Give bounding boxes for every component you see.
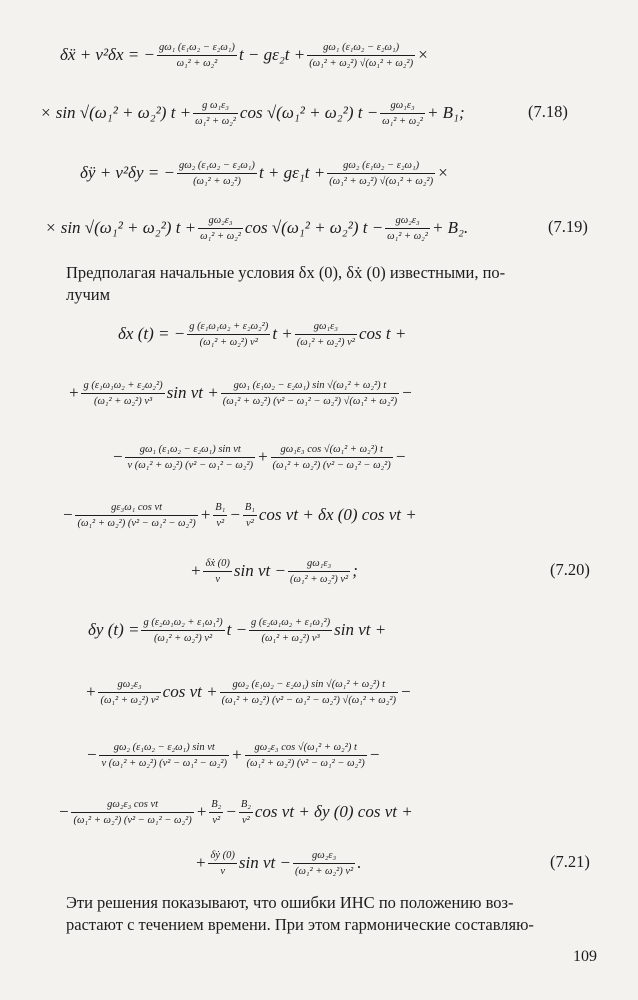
fraction-numerator: gω₂ (ε₁ω₂ − ε₂ω₁) [178, 159, 255, 171]
equation-term: ; [352, 561, 358, 580]
fraction-numerator: gω₁ (ε₁ω₂ − ε₂ω₁) sin √(ω₁² + ω₂²) t [233, 379, 387, 391]
paragraph-line: растают с течением времени. При этом гармонические составляю- [66, 915, 534, 934]
equation-term: t − [226, 620, 248, 639]
equation-7-20-line-2 [68, 373, 413, 413]
fraction-denominator: (ω₁² + ω₂²) (ν² − ω₁² − ω₂²) [73, 814, 192, 826]
equation-term: t + [272, 324, 293, 343]
equation-7-21-line-1 [88, 610, 386, 650]
equation-term: + [195, 802, 208, 821]
fraction [295, 320, 357, 349]
equation-term: + [85, 682, 97, 701]
fraction-numerator: g (ε₁ω₁ω₂ + ε₂ω₂²) [189, 320, 269, 332]
fraction-numerator: gω₁ε₃ [390, 99, 415, 111]
fraction-denominator: (ω₁² + ω₂²) √(ω₁² + ω₂²) [329, 175, 434, 187]
fraction [249, 616, 332, 645]
equation-term: cos √(ω₁² + ω₂²) t − [244, 218, 384, 237]
equation-7-19-line-2 [45, 208, 468, 248]
fraction-numerator: gε₃ω₁ cos νt [111, 501, 163, 513]
fraction [220, 678, 398, 707]
equation-7-19-line-1 [80, 153, 449, 193]
fraction-bar [177, 173, 257, 174]
fraction-denominator: (ω₁² + ω₂²) (ν² − ω₁² − ω₂²) [246, 757, 365, 769]
equation-term: × sin √(ω₁² + ω₂²) t + [40, 103, 192, 122]
fraction-bar [221, 393, 399, 394]
fraction [327, 159, 435, 188]
fraction-denominator: ν² [245, 517, 254, 529]
equation-term: cos √(ω₁² + ω₂²) t − [239, 103, 379, 122]
equation-term: − [368, 745, 381, 764]
equation-term: cos νt + δy (0) cos νt + [254, 802, 413, 821]
fraction-bar [380, 113, 425, 114]
fraction-bar [385, 228, 430, 229]
equation-term: − [401, 383, 413, 402]
equation-term: δx (t) = − [118, 324, 186, 343]
equation-term: − [62, 505, 74, 524]
fraction-numerator: gω₂ε₃ [312, 849, 337, 861]
fraction-numerator: B₁ [215, 501, 226, 513]
equation-term: − [86, 745, 98, 764]
fraction [208, 849, 236, 878]
fraction-denominator: ω₁² + ω₂² [176, 57, 218, 69]
equation-7-18-line-2 [40, 93, 465, 133]
equation-term: + B₁; [426, 103, 465, 122]
fraction-denominator: ν (ω₁² + ω₂²) (ν² − ω₁² − ω₂²) [101, 757, 228, 769]
fraction [71, 798, 193, 827]
fraction-denominator: ν² [212, 814, 221, 826]
fraction-bar [239, 812, 253, 813]
fraction-numerator: B₂ [211, 798, 222, 810]
fraction-numerator: g (ε₁ω₁ω₂ + ε₂ω₂²) [83, 379, 163, 391]
fraction-denominator: ν² [216, 517, 225, 529]
equation-term: δẍ + ν²δx = − [60, 45, 155, 64]
fraction-bar [125, 457, 255, 458]
fraction-numerator: g ω₁ε₃ [202, 99, 229, 111]
equation-term: cos νt + δx (0) cos νt + [258, 505, 417, 524]
equation-7-21-line-5 [195, 843, 361, 883]
fraction-bar [71, 812, 193, 813]
fraction-numerator: gω₂ (ε₁ω₂ − ε₂ω₁) [343, 159, 420, 171]
equation-7-20-line-3 [112, 437, 406, 477]
equation-term: sin νt − [233, 561, 286, 580]
fraction [271, 443, 393, 472]
fraction-numerator: δẋ (0) [205, 557, 230, 569]
fraction-denominator: (ω₁² + ω₂²) ν² [153, 632, 213, 644]
fraction-bar [198, 228, 243, 229]
fraction-bar [157, 55, 237, 56]
fraction-numerator: gω₂ (ε₁ω₂ − ε₂ω₁) sin √(ω₁² + ω₂²) t [232, 678, 386, 690]
fraction-bar [213, 515, 227, 516]
fraction-bar [98, 692, 160, 693]
fraction-bar [203, 571, 231, 572]
fraction-denominator: ω₁² + ω₂² [382, 115, 423, 127]
fraction-bar [81, 393, 164, 394]
equation-term: − [229, 505, 241, 524]
fraction-denominator: (ω₁² + ω₂²) ν² [199, 336, 258, 348]
fraction [98, 678, 160, 707]
fraction-bar [99, 755, 229, 756]
paragraph-line: Эти решения показывают, что ошибки ИНС по положению воз- [66, 893, 514, 912]
fraction-numerator: δẏ (0) [210, 849, 235, 861]
equation-term: − [112, 447, 124, 466]
fraction-denominator: ν [220, 865, 226, 877]
fraction-denominator: (ω₁² + ω₂²) (ν² − ω₁² − ω₂²) [77, 517, 196, 529]
fraction [99, 741, 229, 770]
equation-term: × sin √(ω₁² + ω₂²) t + [45, 218, 197, 237]
fraction-bar [208, 863, 236, 864]
fraction-denominator: (ω₁² + ω₂²) ν² [290, 573, 349, 585]
fraction-bar [327, 173, 435, 174]
fraction-bar [141, 630, 224, 631]
equation-term: sin νt + [334, 620, 387, 639]
fraction [203, 557, 231, 586]
equation-term: + [199, 505, 212, 524]
fraction-denominator: ν (ω₁² + ω₂²) (ν² − ω₁² − ω₂²) [127, 459, 254, 471]
equation-number: (7.19) [548, 217, 588, 236]
fraction [288, 557, 350, 586]
equation-term: − [400, 682, 412, 701]
fraction-numerator: gω₁ (ε₁ω₂ − ε₂ω₁) [158, 41, 235, 53]
paragraph-conclusion [66, 892, 596, 936]
equation-term: t + gε₁t + [258, 163, 326, 182]
fraction-denominator: ν² [241, 814, 250, 826]
fraction-numerator: gω₂ε₃ [117, 678, 142, 690]
equation-term: cos t + [358, 324, 407, 343]
fraction-bar [295, 334, 357, 335]
fraction-denominator: (ω₁² + ω₂²) (ν² − ω₁² − ω₂²) √(ω₁² + ω₂²) [221, 694, 396, 706]
fraction-denominator: (ω₁² + ω₂²) ν² [296, 336, 355, 348]
equation-7-21-line-4 [58, 792, 413, 832]
equation-term: + [257, 447, 269, 466]
fraction-numerator: g (ε₂ω₁ω₂ + ε₁ω₁²) [251, 616, 331, 628]
equation-term: . [357, 853, 362, 872]
fraction-bar [75, 515, 197, 516]
fraction-numerator: gω₁ (ε₁ω₂ − ε₂ω₁) [323, 41, 400, 53]
fraction-bar [220, 692, 398, 693]
fraction-numerator: gω₂ε₃ [395, 214, 420, 226]
fraction-bar [249, 630, 332, 631]
fraction [243, 501, 257, 530]
fraction-numerator: gω₂ε₃ cos √(ω₁² + ω₂²) t [254, 741, 357, 753]
fraction-denominator: (ω₁² + ω₂²) ν² [100, 694, 159, 706]
fraction-bar [293, 863, 355, 864]
equation-number: (7.21) [550, 852, 590, 871]
fraction-numerator: gω₁ε₃ [313, 320, 338, 332]
fraction-denominator: ν [215, 573, 221, 585]
equation-term: + [195, 853, 207, 872]
page-number: 109 [573, 948, 597, 965]
fraction [221, 379, 399, 408]
fraction-denominator: (ω₁² + ω₂²) [193, 175, 241, 187]
fraction-denominator: (ω₁² + ω₂²) (ν² − ω₁² − ω₂²) [272, 459, 391, 471]
fraction-numerator: B₁ [244, 501, 255, 513]
equation-7-20-line-1 [118, 314, 406, 354]
equation-7-21-line-2 [85, 672, 411, 712]
equation-7-20-line-5 [190, 551, 358, 591]
fraction-denominator: ω₁² + ω₂² [387, 230, 428, 242]
fraction-denominator: ω₁² + ω₂² [195, 115, 236, 127]
fraction [75, 501, 197, 530]
equation-7-18-line-1 [60, 35, 429, 75]
equation-term: × [417, 45, 429, 64]
fraction [209, 798, 223, 827]
fraction [293, 849, 355, 878]
equation-7-20-line-4 [62, 495, 417, 535]
equation-term: + [231, 745, 243, 764]
fraction [187, 320, 270, 349]
fraction-numerator: B₂ [240, 798, 251, 810]
equation-7-21-line-3 [86, 735, 380, 775]
equation-term: + B₂. [431, 218, 469, 237]
equation-term: t − gε₂t + [238, 45, 306, 64]
fraction-bar [243, 515, 257, 516]
equation-term: − [394, 447, 407, 466]
fraction [81, 379, 164, 408]
fraction [193, 99, 238, 128]
equation-term: × [437, 163, 449, 182]
fraction-denominator: (ω₁² + ω₂²) (ν² − ω₁² − ω₂²) √(ω₁² + ω₂²) [222, 395, 398, 407]
equation-term: δÿ + ν²δy = − [80, 163, 175, 182]
paragraph-line: Предполагая начальные условия δx (0), δẋ (0) известными, по- [66, 263, 506, 282]
equation-number: (7.20) [550, 560, 590, 579]
fraction [177, 159, 257, 188]
fraction-numerator: gω₂ε₃ [208, 214, 233, 226]
paragraph-initial-conditions [66, 262, 596, 306]
equation-term: δy (t) = [88, 620, 140, 639]
fraction [213, 501, 227, 530]
fraction-bar [288, 571, 350, 572]
fraction-bar [245, 755, 367, 756]
fraction [141, 616, 224, 645]
paragraph-line: лучим [66, 285, 111, 304]
fraction-numerator: gω₁ (ε₁ω₂ − ε₂ω₁) sin νt [139, 443, 241, 455]
fraction-bar [271, 457, 393, 458]
fraction [239, 798, 253, 827]
fraction-denominator: (ω₁² + ω₂²) ν³ [93, 395, 153, 407]
equation-term: sin νt + [166, 383, 219, 402]
fraction-bar [209, 812, 223, 813]
equation-term: + [190, 561, 202, 580]
equation-number: (7.18) [528, 102, 568, 121]
fraction [125, 443, 255, 472]
fraction [385, 214, 430, 243]
equation-term: − [225, 802, 237, 821]
fraction-denominator: (ω₁² + ω₂²) ν³ [261, 632, 320, 644]
fraction [380, 99, 425, 128]
equation-term: − [58, 802, 70, 821]
equation-term: + [68, 383, 80, 402]
fraction-numerator: gω₁ε₃ [307, 557, 332, 569]
fraction-numerator: gω₁ε₃ cos √(ω₁² + ω₂²) t [280, 443, 383, 455]
fraction-numerator: g (ε₂ω₁ω₂ + ε₁ω₁²) [143, 616, 223, 628]
equation-term: sin νt − [238, 853, 291, 872]
fraction-denominator: ω₁² + ω₂² [200, 230, 241, 242]
fraction-denominator: (ω₁² + ω₂²) ν² [295, 865, 354, 877]
fraction [198, 214, 243, 243]
fraction-bar [307, 55, 415, 56]
fraction-denominator: (ω₁² + ω₂²) √(ω₁² + ω₂²) [309, 57, 414, 69]
fraction-bar [193, 113, 238, 114]
fraction [157, 41, 237, 70]
fraction-bar [187, 334, 270, 335]
fraction-numerator: gω₂ε₃ cos νt [107, 798, 159, 810]
fraction [245, 741, 367, 770]
fraction-numerator: gω₂ (ε₁ω₂ − ε₂ω₁) sin νt [113, 741, 215, 753]
equation-term: cos νt + [162, 682, 218, 701]
fraction [307, 41, 415, 70]
